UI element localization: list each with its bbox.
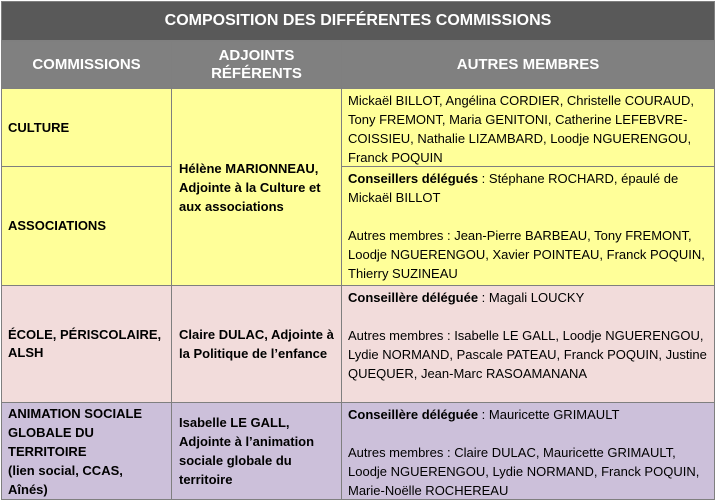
header-adjoints-line1: ADJOINTS — [218, 47, 295, 64]
row-ecole-name: ÉCOLE, PÉRISCOLAIRE, ALSH — [1, 285, 172, 403]
table-title: COMPOSITION DES DIFFÉRENTES COMMISSIONS — [1, 1, 715, 41]
row-ecole-adjoint: Claire DULAC, Adjointe à la Politique de l’enfance — [171, 285, 342, 403]
animation-delegate-label: Conseillère déléguée — [348, 407, 479, 422]
row-culture-members: Mickaël BILLOT, Angélina CORDIER, Christelle COURAUD, Tony FREMONT, Maria GENITONI, Catherine LEFEBVRE-COISSIEU, Nathalie LIZAMBARD, Loodje NGUERENGOU, Franck POQUIN — [341, 88, 715, 167]
ecole-delegate — [348, 288, 708, 307]
row-culture-name: CULTURE — [1, 88, 172, 167]
animation-delegate-text: : Mauricette GRIMAULT — [478, 407, 620, 422]
animation-name-sub: (lien social, CCAS, Aînés) — [8, 462, 123, 497]
header-adjoints-line2: RÉFÉRENTS — [211, 65, 302, 82]
row-animation-members — [341, 402, 715, 500]
associations-delegates — [348, 169, 708, 207]
ecole-delegate-text: : Magali LOUCKY — [478, 290, 585, 305]
ecole-delegate-label: Conseillère déléguée — [348, 290, 479, 305]
row-ecole-members — [341, 285, 715, 403]
adjoint-culture-associations: Hélène MARIONNEAU, Adjointe à la Culture et aux associations — [171, 88, 342, 286]
associations-others: Autres membres : Jean-Pierre BARBEAU, Tony FREMONT, Loodje NGUERENGOU, Xavier POINTEAU, Franck POQUIN, Thierry SUZINEAU — [348, 228, 705, 281]
associations-delegate-label: Conseillers délégués — [348, 171, 479, 186]
row-associations-members — [341, 166, 715, 286]
row-animation-name — [1, 402, 172, 500]
associations-delegate-text: : Stéphane ROCHARD, épaulé de Mickaël BILLOT — [348, 171, 679, 205]
row-associations-name: ASSOCIATIONS — [1, 166, 172, 286]
commissions-table — [1, 1, 715, 500]
animation-others: Autres membres : Claire DULAC, Mauricette GRIMAULT, Loodje NGUERENGOU, Lydie NORMAND, Franck POQUIN, Marie-Noëlle ROCHEREAU — [348, 445, 700, 498]
animation-delegate — [348, 405, 708, 424]
animation-name-main: ANIMATION SOCIALE GLOBALE DU TERRITOIRE — [8, 405, 143, 459]
header-autres-membres: AUTRES MEMBRES — [341, 41, 715, 89]
header-adjoints — [171, 41, 342, 89]
header-commissions: COMMISSIONS — [1, 41, 172, 89]
row-animation-adjoint: Isabelle LE GALL, Adjointe à l’animation sociale globale du territoire — [171, 402, 342, 500]
ecole-others: Autres membres : Isabelle LE GALL, Loodje NGUERENGOU, Lydie NORMAND, Pascale PATEAU, Franck POQUIN, Justine QUEQUER, Jean-Marc RASOAMANANA — [348, 328, 707, 381]
